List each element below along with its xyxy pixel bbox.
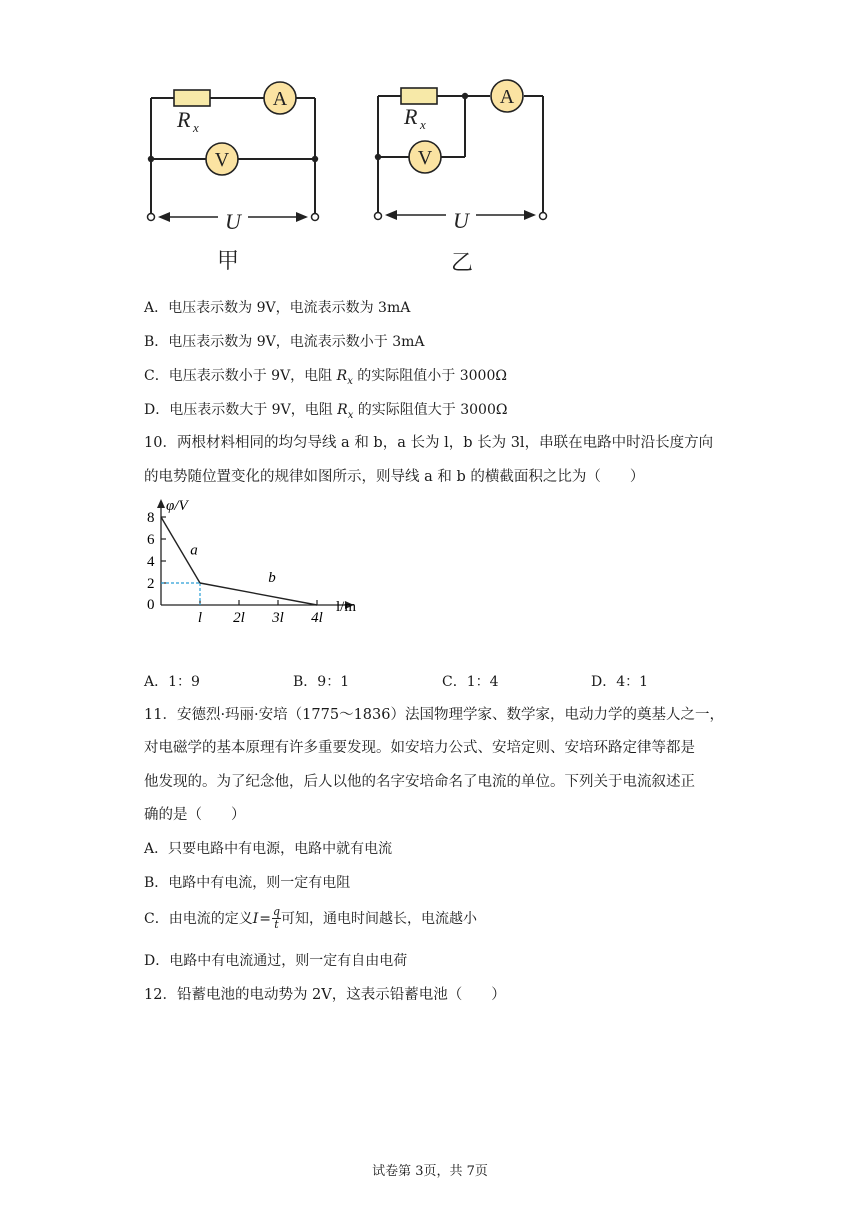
q11-option-a[interactable]: A．只要电路中有电源，电路中就有电流 bbox=[144, 841, 393, 857]
resistor-jia bbox=[174, 90, 210, 106]
x-tick-label-4: 4l bbox=[311, 610, 323, 626]
y-tick-label-4: 4 bbox=[147, 554, 155, 570]
y-tick-label-8: 8 bbox=[147, 510, 155, 526]
q11-option-d[interactable]: D．电路中有电流通过，则一定有自由电荷 bbox=[144, 953, 408, 969]
x-tick-label-2: 2l bbox=[233, 610, 245, 626]
q9-option-b[interactable]: B．电压表示数为 9V，电流表示数小于 3mA bbox=[144, 334, 425, 350]
resistor-label-yi: R bbox=[404, 104, 418, 129]
q11-option-b[interactable]: B．电路中有电流，则一定有电阻 bbox=[144, 875, 351, 891]
ammeter-label-yi: A bbox=[499, 86, 515, 108]
ammeter-label-jia: A bbox=[272, 88, 288, 110]
y-tick-label-2: 2 bbox=[147, 576, 155, 592]
q9-option-d[interactable]: D．电压表示数大于 9V，电阻 $R_x$ 的实际阻值大于 3000Ω bbox=[144, 402, 508, 421]
q11-stem-line1: 11．安德烈·玛丽·安培（1775～1836）法国物理学家、数学家，电动力学的奠基人之一， bbox=[144, 707, 724, 723]
potential-chart bbox=[140, 494, 370, 630]
series-b-line bbox=[200, 583, 317, 605]
caption-jia: 甲 bbox=[216, 248, 240, 273]
q11-stem-line3: 他发现的。为了纪念他，后人以他的名字安培命名了电流的单位。下列关于电流叙述正 bbox=[144, 774, 695, 790]
q10-option-c[interactable]: C．1：4 bbox=[442, 674, 499, 690]
q9-option-a[interactable]: A．电压表示数为 9V，电流表示数为 3mA bbox=[144, 300, 411, 316]
q10-stem-line1: 10．两根材料相同的均匀导线 a 和 b，a 长为 l，b 长为 3l，串联在电路中时沿长度方向 bbox=[144, 435, 714, 451]
y-tick-label-6: 6 bbox=[147, 532, 155, 548]
resistor-yi bbox=[401, 88, 437, 104]
y-axis-label: φ/V bbox=[166, 498, 188, 514]
x-tick-label-3: 3l bbox=[272, 610, 284, 626]
y-tick-label-0: 0 bbox=[147, 597, 155, 613]
q11-option-c[interactable]: C．由电流的定义I= $\frac{q}{t}$ 可知，通电时间越长，电流越小 bbox=[144, 905, 478, 931]
circuit-diagrams bbox=[140, 74, 560, 284]
x-axis-label: l/m bbox=[336, 599, 357, 615]
voltage-label-jia: U bbox=[225, 209, 241, 234]
resistor-sub-yi: x bbox=[420, 117, 426, 132]
q10-option-a[interactable]: A．1：9 bbox=[144, 674, 200, 690]
voltmeter-label-jia: V bbox=[214, 149, 230, 171]
series-a-label: a bbox=[190, 542, 198, 559]
q11-stem-line4: 确的是（ ） bbox=[144, 807, 246, 823]
q12-stem: 12．铅蓄电池的电动势为 2V，这表示铅蓄电池（ ） bbox=[144, 987, 506, 1003]
resistor-label-jia: R bbox=[177, 107, 191, 132]
y-axis-arrow bbox=[157, 499, 165, 508]
q10-option-d[interactable]: D．4：1 bbox=[591, 674, 649, 690]
q9-option-c[interactable]: C．电压表示数小于 9V，电阻 $R_x$ 的实际阻值小于 3000Ω bbox=[144, 368, 507, 387]
x-tick-label-1: l bbox=[197, 610, 203, 626]
q10-option-b[interactable]: B．9：1 bbox=[293, 674, 350, 690]
q10-stem-line2: 的电势随位置变化的规律如图所示，则导线 a 和 b 的横截面积之比为（ ） bbox=[144, 469, 645, 485]
series-b-label: b bbox=[268, 569, 276, 586]
resistor-sub-jia: x bbox=[193, 120, 199, 135]
page-footer: 试卷第 3页，共 7页 bbox=[372, 1164, 488, 1179]
q11-stem-line2: 对电磁学的基本原理有许多重要发现。如安培力公式、安培定则、安培环路定律等都是 bbox=[144, 740, 695, 756]
voltmeter-label-yi: V bbox=[417, 147, 433, 169]
fraction: $\frac{q}{t}$ bbox=[272, 905, 281, 931]
caption-yi: 乙 bbox=[450, 250, 474, 275]
voltage-label-yi: U bbox=[453, 208, 469, 233]
